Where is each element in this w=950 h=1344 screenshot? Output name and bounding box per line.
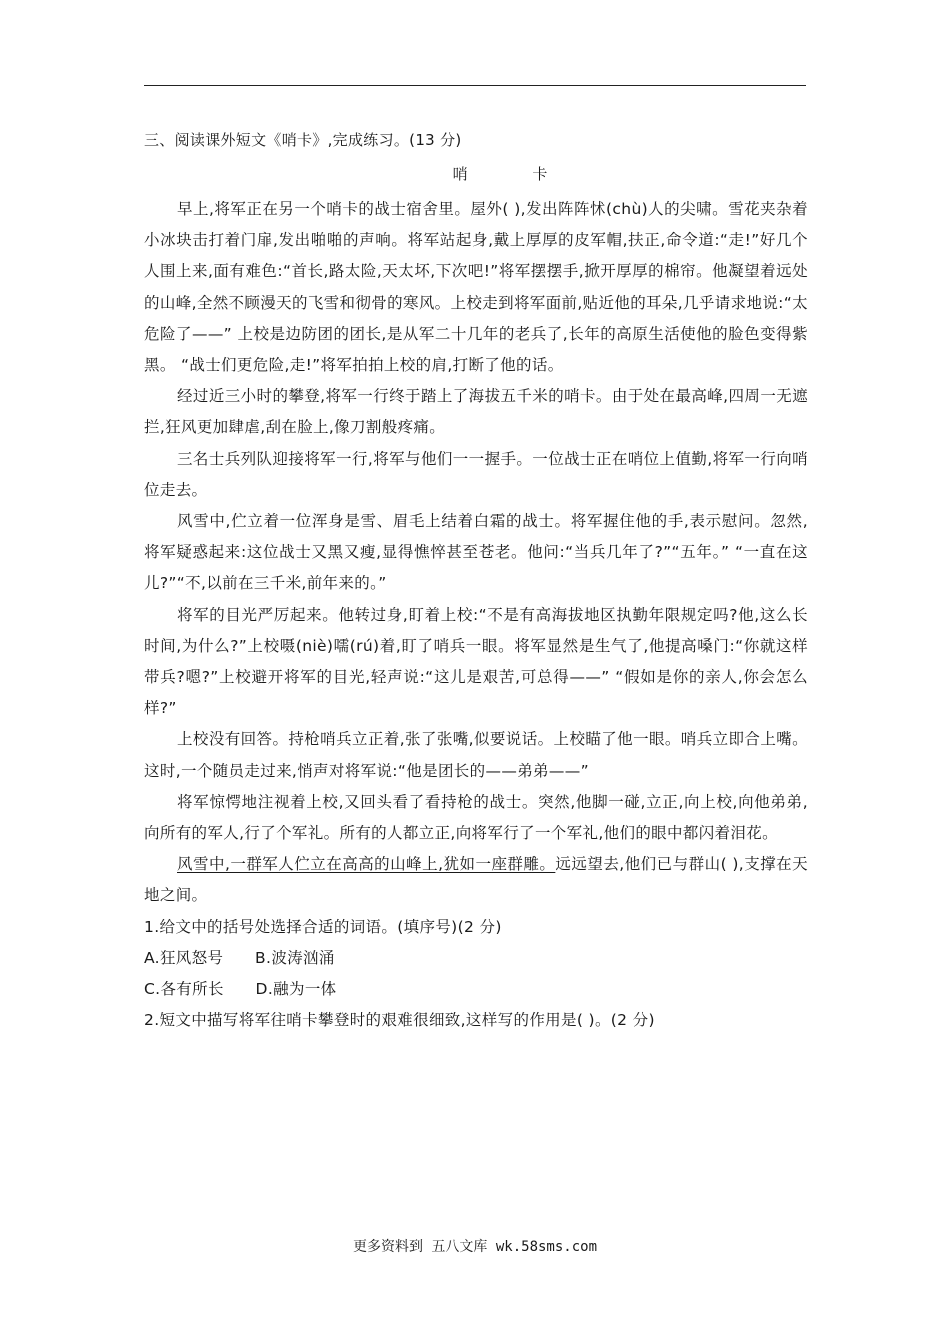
question-1: 1.给文中的括号处选择合适的词语。(填序号)(2 分) (144, 917, 502, 936)
article-paragraph-8 (144, 849, 808, 911)
article-paragraph-2: 经过近三小时的攀登,将军一行终于踏上了海拔五千米的哨卡。由于处在最高峰,四周一无遮拦,狂风更加肆虐,刮在脸上,像刀割般疼痛。 (144, 387, 808, 437)
page-footer (0, 1236, 950, 1256)
footer-site-name: 五八文库 (431, 1239, 488, 1255)
article-paragraph-3: 三名士兵列队迎接将军一行,将军与他们一一握手。一位战士正在哨位上值勤,将军一行向哨位走去。 (144, 449, 808, 499)
footer-domain[interactable]: wk.58sms.com (495, 1239, 598, 1255)
paragraph-8-rest: 远远望去,他们已与群山( ),支撑在天地之间。 (144, 855, 808, 905)
article-paragraph-4: 风雪中,伫立着一位浑身是雪、眉毛上结着白霜的战士。将军握住他的手,表示慰问。忽然,将军疑惑起来:这位战士又黑又瘦,显得憔悴甚至苍老。他问:“当兵几年了?”“五年。” “一直在这儿?”“不,以前在三千米,前年来的。” (144, 512, 808, 593)
article-paragraph-6: 上校没有回答。持枪哨兵立正着,张了张嘴,似要说话。上校瞄了他一眼。哨兵立即合上嘴。这时,一个随员走过来,悄声对将军说:“他是团长的——弟弟——” (144, 730, 808, 780)
footer-prefix: 更多资料到 (352, 1239, 423, 1255)
underlined-sentence: 风雪中,一群军人伫立在高高的山峰上,犹如一座群雕。 (177, 855, 556, 874)
article-paragraph-1: 早上,将军正在另一个哨卡的战士宿舍里。屋外( ),发出阵阵怵(chù)人的尖啸。雪花夹杂着小冰块击打着门扉,发出啪啪的声响。将军站起身,戴上厚厚的皮军帽,扶正,命令道:“走!”好几个人围上来,面有难色:“首长,路太险,天太坏,下次吧!”将军摆摆手,掀开厚厚的棉帘。他凝望着远处的山峰,全然不顾漫天的飞雪和彻骨的寒风。上校走到将军面前,贴近他的耳朵,几乎请求地说:“太危险了——” 上校是边防团的团长,是从军二十几年的老兵了,长年的高原生活使他的脸色变得紫黑。 “战士们更危险,走!”将军拍拍上校的肩,打断了他的话。 (144, 200, 808, 375)
question-2: 2.短文中描写将军往哨卡攀登时的艰难很细致,这样写的作用是( )。(2 分) (144, 1011, 655, 1030)
header-rule (144, 85, 806, 86)
question-1-options-ab: A.狂风怒号 B.波涛汹涌 (144, 948, 335, 967)
article-paragraph-7: 将军惊愕地注视着上校,又回头看了看持枪的战士。突然,他脚一碰,立正,向上校,向他弟弟,向所有的军人,行了个军礼。所有的人都立正,向将军行了一个军礼,他们的眼中都闪着泪花。 (144, 792, 808, 843)
article-body (144, 194, 808, 1036)
question-1-options-cd: C.各有所长 D.融为一体 (144, 980, 337, 999)
article-title: 哨 卡 (452, 165, 578, 183)
section-heading: 三、阅读课外短文《哨卡》,完成练习。(13 分) (144, 131, 462, 149)
article-paragraph-5: 将军的目光严厉起来。他转过身,盯着上校:“不是有高海拔地区执勤年限规定吗?他,这么长时间,为什么?”上校嗫(niè)嚅(rú)着,盯了哨兵一眼。将军显然是生气了,他提高嗓门:“你就这样带兵?嗯?”上校避开将军的目光,轻声说:“这儿是艰苦,可总得——” “假如是你的亲人,你会怎么样?” (144, 605, 808, 718)
